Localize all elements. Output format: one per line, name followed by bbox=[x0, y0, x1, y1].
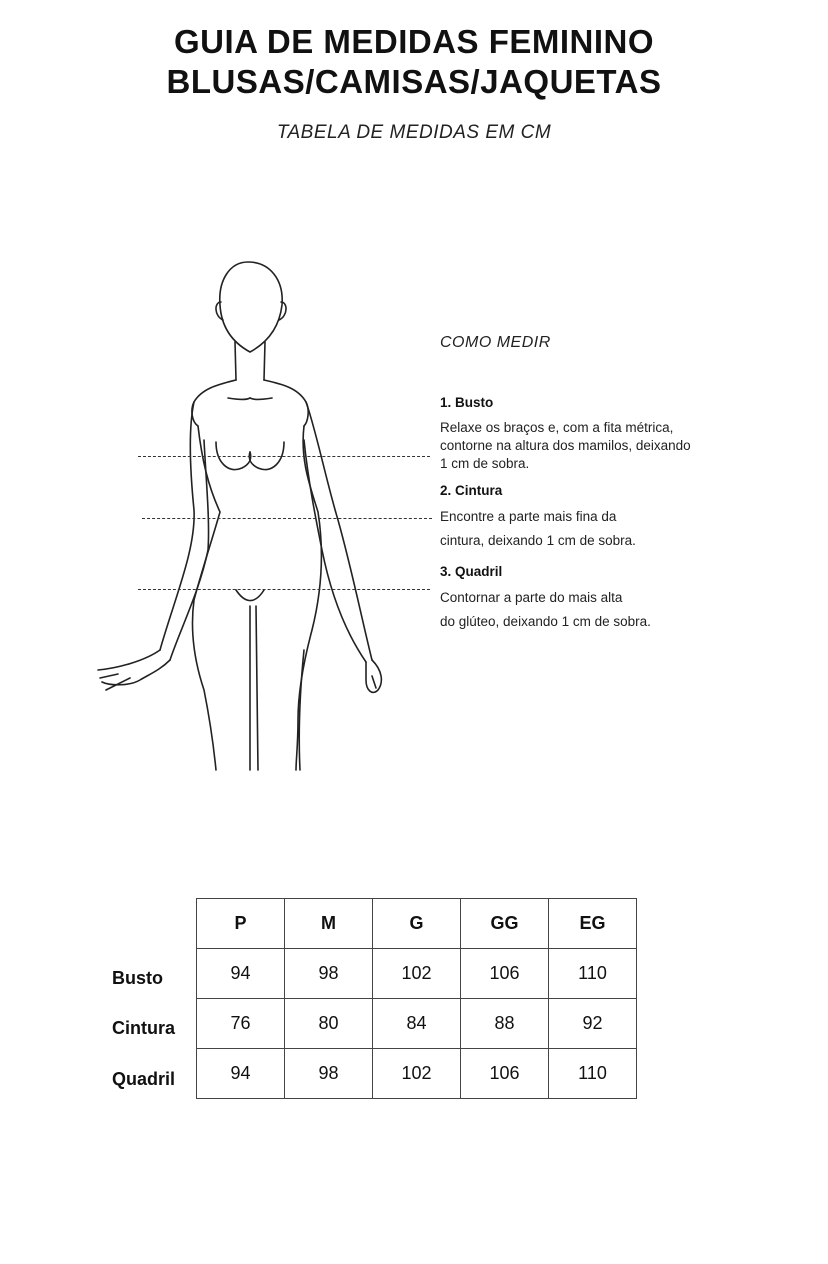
table-cell: 110 bbox=[549, 1049, 637, 1099]
step-bust-text: Relaxe os braços e, com a fita métrica, contorne na altura dos mamilos, deixando 1 cm de sobra. bbox=[440, 420, 691, 471]
row-label-cintura: Cintura bbox=[112, 1018, 175, 1038]
page-title-line1: GUIA DE MEDIDAS FEMININO bbox=[173, 23, 655, 60]
size-table bbox=[196, 898, 637, 1099]
how-to-measure-title: COMO MEDIR bbox=[440, 334, 551, 351]
waist-measure-line bbox=[142, 518, 432, 519]
table-cell: 102 bbox=[373, 949, 461, 999]
body-figure-illustration bbox=[90, 250, 410, 780]
table-cell: 98 bbox=[285, 1049, 373, 1099]
step-bust-title: 1. Busto bbox=[440, 395, 494, 410]
step-waist-text-line1: Encontre a parte mais fina da bbox=[440, 509, 617, 524]
table-cell: 84 bbox=[373, 999, 461, 1049]
hip-measure-line bbox=[138, 589, 430, 590]
table-row bbox=[197, 999, 637, 1049]
table-cell: 98 bbox=[285, 949, 373, 999]
table-cell: 76 bbox=[197, 999, 285, 1049]
size-table-header-row bbox=[197, 899, 637, 949]
size-header-cell: GG bbox=[461, 899, 549, 949]
step-waist-text-line2: cintura, deixando 1 cm de sobra. bbox=[440, 533, 636, 548]
table-cell: 80 bbox=[285, 999, 373, 1049]
size-header-cell: M bbox=[285, 899, 373, 949]
step-waist-title: 2. Cintura bbox=[440, 483, 503, 498]
table-row bbox=[197, 1049, 637, 1099]
page-subtitle: TABELA DE MEDIDAS EM CM bbox=[276, 122, 552, 143]
size-header-cell: EG bbox=[549, 899, 637, 949]
table-cell: 94 bbox=[197, 949, 285, 999]
table-cell: 110 bbox=[549, 949, 637, 999]
page-title-line2: BLUSAS/CAMISAS/JAQUETAS bbox=[166, 63, 662, 100]
bust-measure-line bbox=[138, 456, 430, 457]
row-label-busto: Busto bbox=[112, 968, 163, 988]
table-row bbox=[197, 949, 637, 999]
table-cell: 106 bbox=[461, 949, 549, 999]
table-cell: 92 bbox=[549, 999, 637, 1049]
table-cell: 106 bbox=[461, 1049, 549, 1099]
row-label-quadril: Quadril bbox=[112, 1069, 176, 1089]
table-cell: 88 bbox=[461, 999, 549, 1049]
size-header-cell: P bbox=[197, 899, 285, 949]
size-header-cell: G bbox=[373, 899, 461, 949]
step-hip-text-line2: do glúteo, deixando 1 cm de sobra. bbox=[440, 614, 651, 629]
table-cell: 94 bbox=[197, 1049, 285, 1099]
step-hip-text-line1: Contornar a parte do mais alta bbox=[440, 590, 623, 605]
table-cell: 102 bbox=[373, 1049, 461, 1099]
step-hip-title: 3. Quadril bbox=[440, 564, 503, 579]
